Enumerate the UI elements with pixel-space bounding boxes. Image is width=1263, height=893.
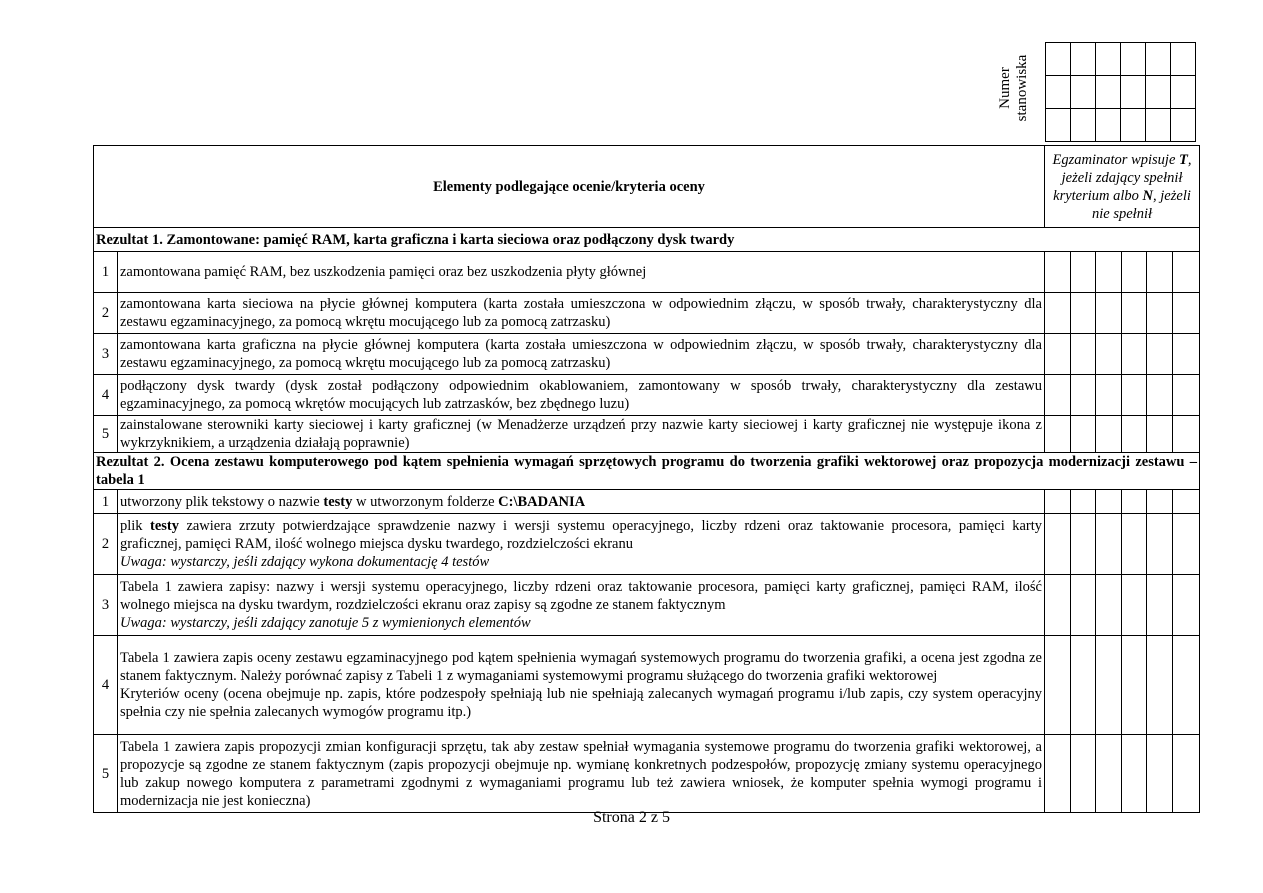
- note-text: , jeżeli nie spełnił: [1092, 187, 1191, 222]
- station-digit-cell[interactable]: [1096, 109, 1121, 142]
- score-cell[interactable]: [1122, 575, 1147, 636]
- score-cell[interactable]: [1173, 416, 1200, 453]
- score-cell[interactable]: [1045, 490, 1071, 514]
- criterion-number: 5: [94, 416, 118, 453]
- note-text: , jeżeli zdający spełnił kryterium albo: [1053, 151, 1192, 204]
- score-cell[interactable]: [1045, 416, 1071, 453]
- score-cell[interactable]: [1045, 514, 1071, 575]
- score-cell[interactable]: [1071, 735, 1096, 813]
- score-cell[interactable]: [1071, 514, 1096, 575]
- page-number: Strona 2 z 5: [593, 809, 670, 826]
- score-cell[interactable]: [1096, 252, 1122, 293]
- criterion-row: [94, 514, 1200, 575]
- note-mark: N: [1142, 187, 1154, 204]
- score-cell[interactable]: [1045, 636, 1071, 735]
- station-digit-cell[interactable]: [1046, 43, 1071, 76]
- score-cell[interactable]: [1096, 514, 1122, 575]
- note-mark: T: [1179, 151, 1188, 168]
- score-cell[interactable]: [1173, 252, 1200, 293]
- score-cell[interactable]: [1173, 735, 1200, 813]
- score-cell[interactable]: [1147, 575, 1173, 636]
- score-cell[interactable]: [1071, 416, 1096, 453]
- score-cell[interactable]: [1122, 416, 1147, 453]
- criterion-text: zainstalowane sterowniki karty sieciowej i karty graficznej (w Menadżerze urządzeń przy nazwie karty sieciowej i karty graficznej nie występuje ikona z wykrzyknikiem, a urządzenia działają poprawnie): [118, 416, 1045, 453]
- score-cell[interactable]: [1071, 334, 1096, 375]
- score-cell[interactable]: [1147, 735, 1173, 813]
- score-cell[interactable]: [1173, 636, 1200, 735]
- criterion-text: Tabela 1 zawiera zapis oceny zestawu egzaminacyjnego pod kątem spełnienia wymagań systemowych programu do tworzenia grafiki, a ocena jest zgodna ze stanem faktycznym. Należy porównać zapisy z Tabeli 1 z wymaganiami systemowymi programu służącego do tworzenia grafiki wektorowej Kryteriów oceny (ocena obejmuje np. zapis, które podzespoły spełniają lub nie spełniają zalecanych wymagań programu i/lub zapis, czy system operacyjny spełnia czy nie spełnia zalecanych wymogów programu itp.): [118, 636, 1045, 735]
- criterion-number: 5: [94, 735, 118, 813]
- station-digit-cell[interactable]: [1121, 109, 1146, 142]
- section-row: [94, 453, 1200, 490]
- score-cell[interactable]: [1045, 375, 1071, 416]
- station-digit-cell[interactable]: [1071, 109, 1096, 142]
- criterion-number: 1: [94, 490, 118, 514]
- station-digit-cell[interactable]: [1121, 76, 1146, 109]
- station-digit-cell[interactable]: [1071, 76, 1096, 109]
- station-digit-cell[interactable]: [1146, 109, 1171, 142]
- criterion-row: [94, 293, 1200, 334]
- score-cell[interactable]: [1071, 636, 1096, 735]
- score-cell[interactable]: [1173, 575, 1200, 636]
- score-cell[interactable]: [1071, 252, 1096, 293]
- section-row: [94, 228, 1200, 252]
- criterion-text: zamontowana pamięć RAM, bez uszkodzenia pamięci oraz bez uszkodzenia płyty głównej: [118, 252, 1045, 293]
- station-digit-cell[interactable]: [1071, 43, 1096, 76]
- score-cell[interactable]: [1071, 375, 1096, 416]
- score-cell[interactable]: [1122, 293, 1147, 334]
- score-cell[interactable]: [1045, 293, 1071, 334]
- score-cell[interactable]: [1147, 490, 1173, 514]
- criterion-text: utworzony plik tekstowy o nazwie testy w utworzonym folderze C:\BADANIA: [118, 490, 1045, 514]
- station-digit-cell[interactable]: [1171, 76, 1196, 109]
- criterion-number: 2: [94, 514, 118, 575]
- score-cell[interactable]: [1122, 252, 1147, 293]
- criterion-text: plik testy zawiera zrzuty potwierdzające sprawdzenie nazwy i wersji systemu operacyjnego, liczby rdzeni oraz taktowanie procesora, pamięci karty graficznej, pamięci RAM, ilość wolnego miejsca dysku twardego, rozdzielczości ekranu Uwaga: wystarczy, jeśli zdający wykona dokumentację 4 testów: [118, 514, 1045, 575]
- criteria-table: [93, 145, 1200, 813]
- score-cell[interactable]: [1096, 735, 1122, 813]
- station-digit-cell[interactable]: [1121, 43, 1146, 76]
- station-label-line1: Numer: [997, 67, 1013, 109]
- station-number-label: [994, 48, 1034, 128]
- score-cell[interactable]: [1096, 375, 1122, 416]
- station-digit-cell[interactable]: [1096, 76, 1121, 109]
- station-digit-cell[interactable]: [1096, 43, 1121, 76]
- table-header-row: [94, 146, 1200, 228]
- examiner-note: [1045, 146, 1200, 228]
- criterion-row: [94, 334, 1200, 375]
- score-cell[interactable]: [1147, 416, 1173, 453]
- score-cell[interactable]: [1096, 293, 1122, 334]
- score-cell[interactable]: [1122, 735, 1147, 813]
- score-cell[interactable]: [1173, 490, 1200, 514]
- score-cell[interactable]: [1045, 334, 1071, 375]
- station-digit-cell[interactable]: [1171, 109, 1196, 142]
- criterion-row: [94, 416, 1200, 453]
- score-cell[interactable]: [1122, 636, 1147, 735]
- score-cell[interactable]: [1147, 334, 1173, 375]
- criterion-text: podłączony dysk twardy (dysk został podłączony odpowiednim okablowaniem, zamontowany w sposób trwały, charakterystyczny dla zestawu egzaminacyjnego, za pomocą wkrętów mocujących lub zatrzasków, bez zbędnego luzu): [118, 375, 1045, 416]
- score-cell[interactable]: [1045, 575, 1071, 636]
- score-cell[interactable]: [1096, 334, 1122, 375]
- score-cell[interactable]: [1147, 293, 1173, 334]
- note-text: Egzaminator wpisuje: [1052, 151, 1180, 168]
- score-cell[interactable]: [1147, 514, 1173, 575]
- score-cell[interactable]: [1122, 514, 1147, 575]
- criterion-text: zamontowana karta sieciowa na płycie głównej komputera (karta została umieszczona w odpowiednim złączu, w sposób trwały, charakterystyczny dla zestawu egzaminacyjnego, za pomocą wkrętu mocującego lub za pomocą zatrzasku): [118, 293, 1045, 334]
- station-number-grid: [1045, 42, 1196, 142]
- criteria-title: Elementy podlegające ocenie/kryteria oceny: [94, 146, 1045, 228]
- score-cell[interactable]: [1045, 252, 1071, 293]
- score-cell[interactable]: [1096, 490, 1122, 514]
- criterion-row: [94, 252, 1200, 293]
- station-digit-cell[interactable]: [1146, 76, 1171, 109]
- score-cell[interactable]: [1071, 575, 1096, 636]
- criterion-row: [94, 575, 1200, 636]
- criterion-number: 3: [94, 575, 118, 636]
- score-cell[interactable]: [1173, 514, 1200, 575]
- criterion-number: 2: [94, 293, 118, 334]
- score-cell[interactable]: [1147, 252, 1173, 293]
- criterion-number: 1: [94, 252, 118, 293]
- score-cell[interactable]: [1096, 416, 1122, 453]
- score-cell[interactable]: [1096, 636, 1122, 735]
- score-cell[interactable]: [1122, 334, 1147, 375]
- criterion-number: 4: [94, 636, 118, 735]
- criterion-number: 4: [94, 375, 118, 416]
- station-digit-cell[interactable]: [1146, 43, 1171, 76]
- section-title: Rezultat 2. Ocena zestawu komputerowego pod kątem spełnienia wymagań sprzętowych programu do tworzenia grafiki wektorowej oraz propozycja modernizacji zestawu – tabela 1: [94, 453, 1200, 490]
- score-cell[interactable]: [1173, 375, 1200, 416]
- criterion-text: Tabela 1 zawiera zapisy: nazwy i wersji systemu operacyjnego, liczby rdzeni oraz taktowanie procesora, pamięci karty graficznej, pamięci RAM, ilość wolnego miejsca na dysku twardym, rozdzielczości ekranu oraz zapisy są zgodne ze stanem faktycznym Uwaga: wystarczy, jeśli zdający zanotuje 5 z wymienionych elementów: [118, 575, 1045, 636]
- station-digit-cell[interactable]: [1171, 43, 1196, 76]
- criterion-row: [94, 636, 1200, 735]
- station-digit-cell[interactable]: [1046, 76, 1071, 109]
- score-cell[interactable]: [1173, 293, 1200, 334]
- criterion-row: [94, 735, 1200, 813]
- criterion-number: 3: [94, 334, 118, 375]
- score-cell[interactable]: [1045, 735, 1071, 813]
- score-cell[interactable]: [1071, 293, 1096, 334]
- score-cell[interactable]: [1071, 490, 1096, 514]
- section-title: Rezultat 1. Zamontowane: pamięć RAM, karta graficzna i karta sieciowa oraz podłączony dysk twardy: [94, 228, 1200, 252]
- score-cell[interactable]: [1147, 375, 1173, 416]
- score-cell[interactable]: [1096, 575, 1122, 636]
- criterion-text: zamontowana karta graficzna na płycie głównej komputera (karta została umieszczona w odpowiednim złączu, w sposób trwały, charakterystyczny dla zestawu egzaminacyjnego, za pomocą wkrętu mocującego lub za pomocą zatrzasku): [118, 334, 1045, 375]
- station-digit-cell[interactable]: [1046, 109, 1071, 142]
- criterion-row: [94, 490, 1200, 514]
- score-cell[interactable]: [1122, 375, 1147, 416]
- criterion-row: [94, 375, 1200, 416]
- score-cell[interactable]: [1173, 334, 1200, 375]
- score-cell[interactable]: [1147, 636, 1173, 735]
- station-label-line2: stanowiska: [1014, 54, 1030, 122]
- score-cell[interactable]: [1122, 490, 1147, 514]
- criterion-text: Tabela 1 zawiera zapis propozycji zmian konfiguracji sprzętu, tak aby zestaw spełniał wymagania systemowe programu do tworzenia grafiki wektorowej, a propozycje są zgodne ze stanem faktycznym (zapis propozycji obejmuje np. wymianę konkretnych podzespołów, propozycję zmiany systemu operacyjnego lub zakup nowego komputera z parametrami zgodnymi z wymaganiami programu lub też zawiera wniosek, że komputer spełnia wymogi programu i modernizacja nie jest konieczna): [118, 735, 1045, 813]
